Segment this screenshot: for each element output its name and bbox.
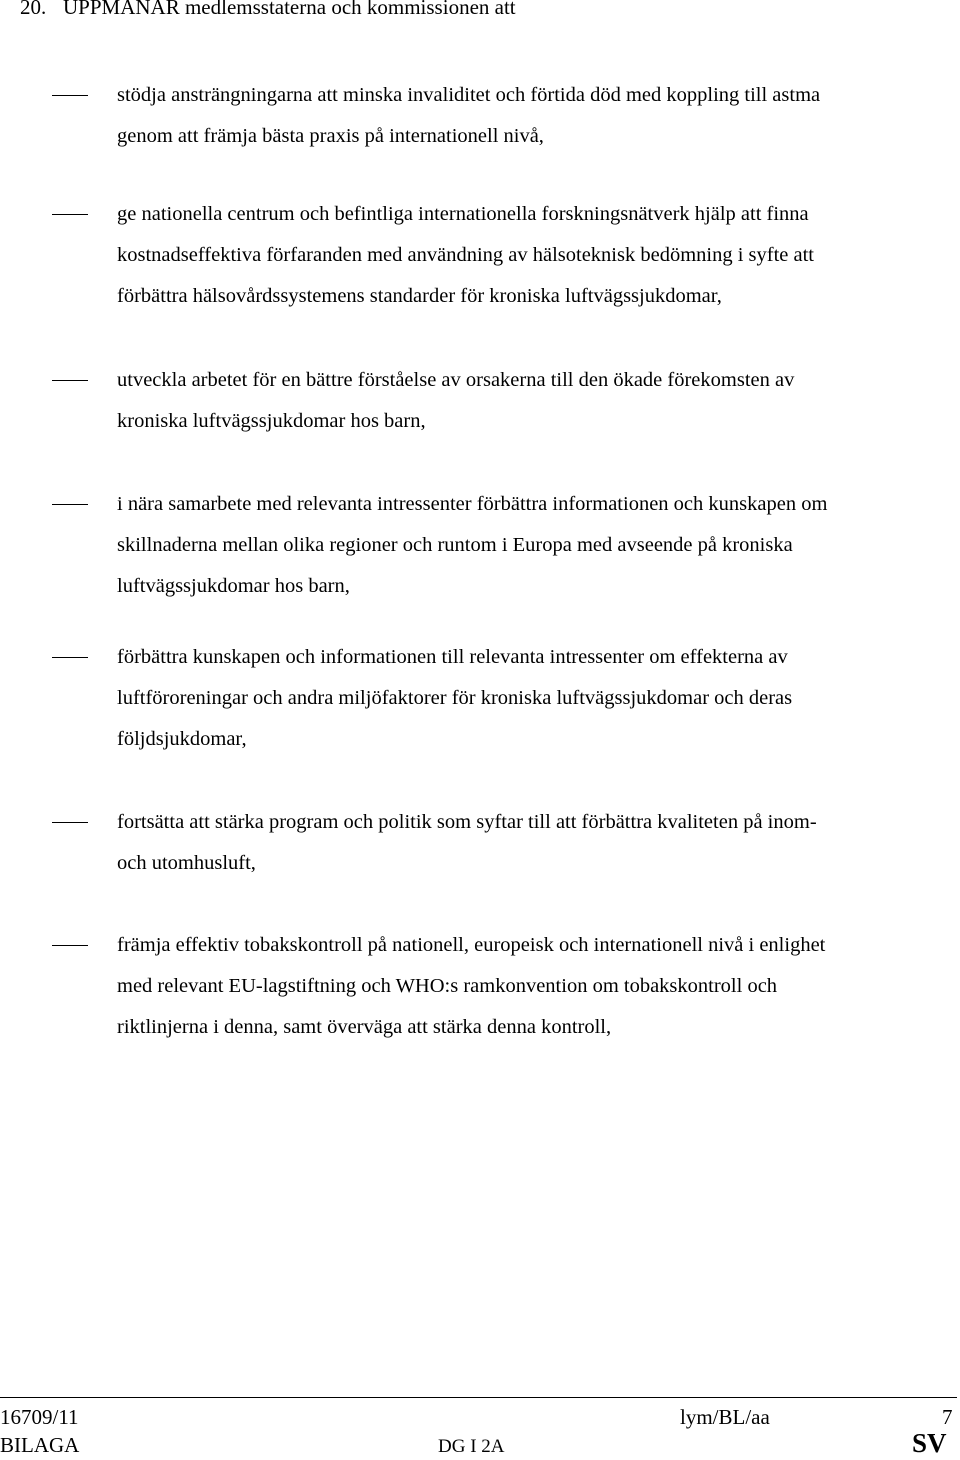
footer-language-code: SV [912,1428,947,1458]
footer-reference: lym/BL/aa [680,1405,770,1429]
list-item-text: förbättra kunskapen och informationen till relevanta intressenter om effekterna av luftföroreningar och andra miljöfaktorer för kroniska luftvägssjukdomar och deras följdsjukdomar, [117,646,793,750]
dash-bullet [52,504,88,505]
dash-bullet [52,945,88,946]
dash-bullet [52,95,88,96]
section-heading-text: UPPMANAR medlemsstaterna och kommissionen att [63,0,516,19]
dash-bullet [52,822,88,823]
dash-bullet [52,380,88,381]
page-top [0,0,960,30]
list-item-text: fortsätta att stärka program och politik som syftar till att förbättra kvaliteten på inom- och utomhusluft, [117,811,817,874]
list-item-text: ge nationella centrum och befintliga internationella forskningsnätverk hjälp att finna kostnadseffektiva förfaranden med användning av hälsoteknisk bedömning i syfte att förbättra hälsovårdssystemens standarder för kroniska luftvägssjukdomar, [117,203,814,307]
list-item-text: utveckla arbetet för en bättre förståelse av orsakerna till den ökade förekomsten av kroniska luftvägssjukdomar hos barn, [117,369,795,432]
list-item-text: i nära samarbete med relevanta intressenter förbättra informationen och kunskapen om skillnaderna mellan olika regioner och runtom i Europa med avseende på kroniska luftvägssjukdomar hos barn, [117,493,828,597]
footer-doc-number: 16709/11 [0,1405,79,1429]
list-item-text: främja effektiv tobakskontroll på nationell, europeisk och internationell nivå i enlighet med relevant EU-lagstiftning och WHO:s ramkonvention om tobakskontroll och riktlinjerna i denna, samt överväga att stärka denna kontroll, [117,934,826,1038]
dash-bullet [52,657,88,658]
section-heading [20,0,940,22]
footer-annex: BILAGA [0,1433,80,1457]
footer-divider [0,1397,957,1398]
list-item-text: stödja ansträngningarna att minska invaliditet och förtida död med koppling till astma genom att främja bästa praxis på internationell nivå, [117,84,821,147]
footer-directorate: DG I 2A [438,1436,505,1457]
footer-page-number: 7 [942,1405,953,1429]
dash-bullet [52,214,88,215]
section-number: 20. [20,0,47,19]
